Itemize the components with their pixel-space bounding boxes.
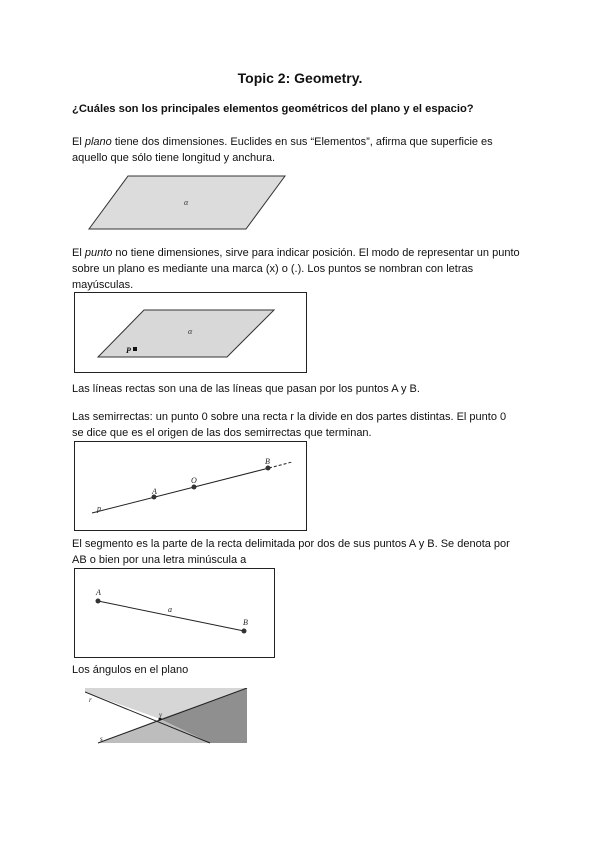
section-question: ¿Cuáles son los principales elementos geométricos del plano y el espacio? xyxy=(72,103,474,115)
punto-line-2: sobre un plano es mediante una marca (x) o (.). Los puntos se nombran con letras xyxy=(72,263,474,275)
ray-label-b: B xyxy=(265,457,270,466)
ray-point-o xyxy=(192,485,197,490)
segment-label-a-point: A xyxy=(96,588,101,597)
segmento-paragraph xyxy=(72,536,510,568)
angle-label-r: r xyxy=(89,696,92,704)
ray-point-b xyxy=(266,466,271,471)
rectas-paragraph: Las líneas rectas son una de las líneas que pasan por los puntos A y B. xyxy=(72,383,420,395)
segment-figure xyxy=(74,568,276,659)
plano-line-2: aquello que sólo tiene longitud y anchura. xyxy=(72,152,276,164)
punto-term: punto xyxy=(84,247,113,259)
ray-label-a: A xyxy=(152,487,157,496)
plane-alpha-label: α xyxy=(184,198,189,207)
angle-label-v: v xyxy=(159,711,163,719)
plano-line-1: El plano tiene dos dimensiones. Euclides en sus “Elementos”, afirma que superficie es xyxy=(72,136,493,148)
semirrectas-line-2: se dice que es el origen de las dos semirrectas que terminan. xyxy=(72,427,372,439)
angulos-paragraph: Los ángulos en el plano xyxy=(72,664,189,676)
ray-label-o: O xyxy=(191,476,197,485)
semirrectas-paragraph xyxy=(72,409,506,441)
point-p-label: P xyxy=(126,346,131,355)
segmento-line-1: El segmento es la parte de la recta delimitada por dos de sus puntos A y B. Se denota por xyxy=(72,538,510,550)
page-title: Topic 2: Geometry. xyxy=(237,70,363,86)
punto-line-3: mayúsculas. xyxy=(72,279,134,291)
point-p-mark xyxy=(133,347,137,351)
plane-figure xyxy=(88,175,288,231)
semirrectas-line-1: Las semirrectas: un punto 0 sobre una recta r la divide en dos partes distintas. El punto 0 xyxy=(72,411,507,423)
segment-point-b xyxy=(242,629,247,634)
angle-label-s: s xyxy=(100,735,103,743)
ray-figure xyxy=(74,441,308,532)
segmento-line-2: AB o bien por una letra minúscula a xyxy=(72,554,247,566)
segment-figure-frame xyxy=(75,569,275,658)
segment-label-b-point: B xyxy=(243,618,248,627)
angles-figure xyxy=(85,688,249,744)
ray-label-p: p xyxy=(97,504,101,513)
punto-line-1: El punto no tiene dimensiones, sirve para indicar posición. El modo de representar un punto xyxy=(72,247,520,259)
plano-paragraph xyxy=(72,134,493,166)
point-plane-alpha-label: α xyxy=(188,327,193,336)
segment-point-a xyxy=(96,599,101,604)
plano-term: plano xyxy=(84,136,112,148)
segment-label-a: a xyxy=(168,605,172,614)
punto-paragraph xyxy=(72,245,520,293)
ray-figure-frame xyxy=(75,442,307,531)
point-figure xyxy=(74,292,308,374)
